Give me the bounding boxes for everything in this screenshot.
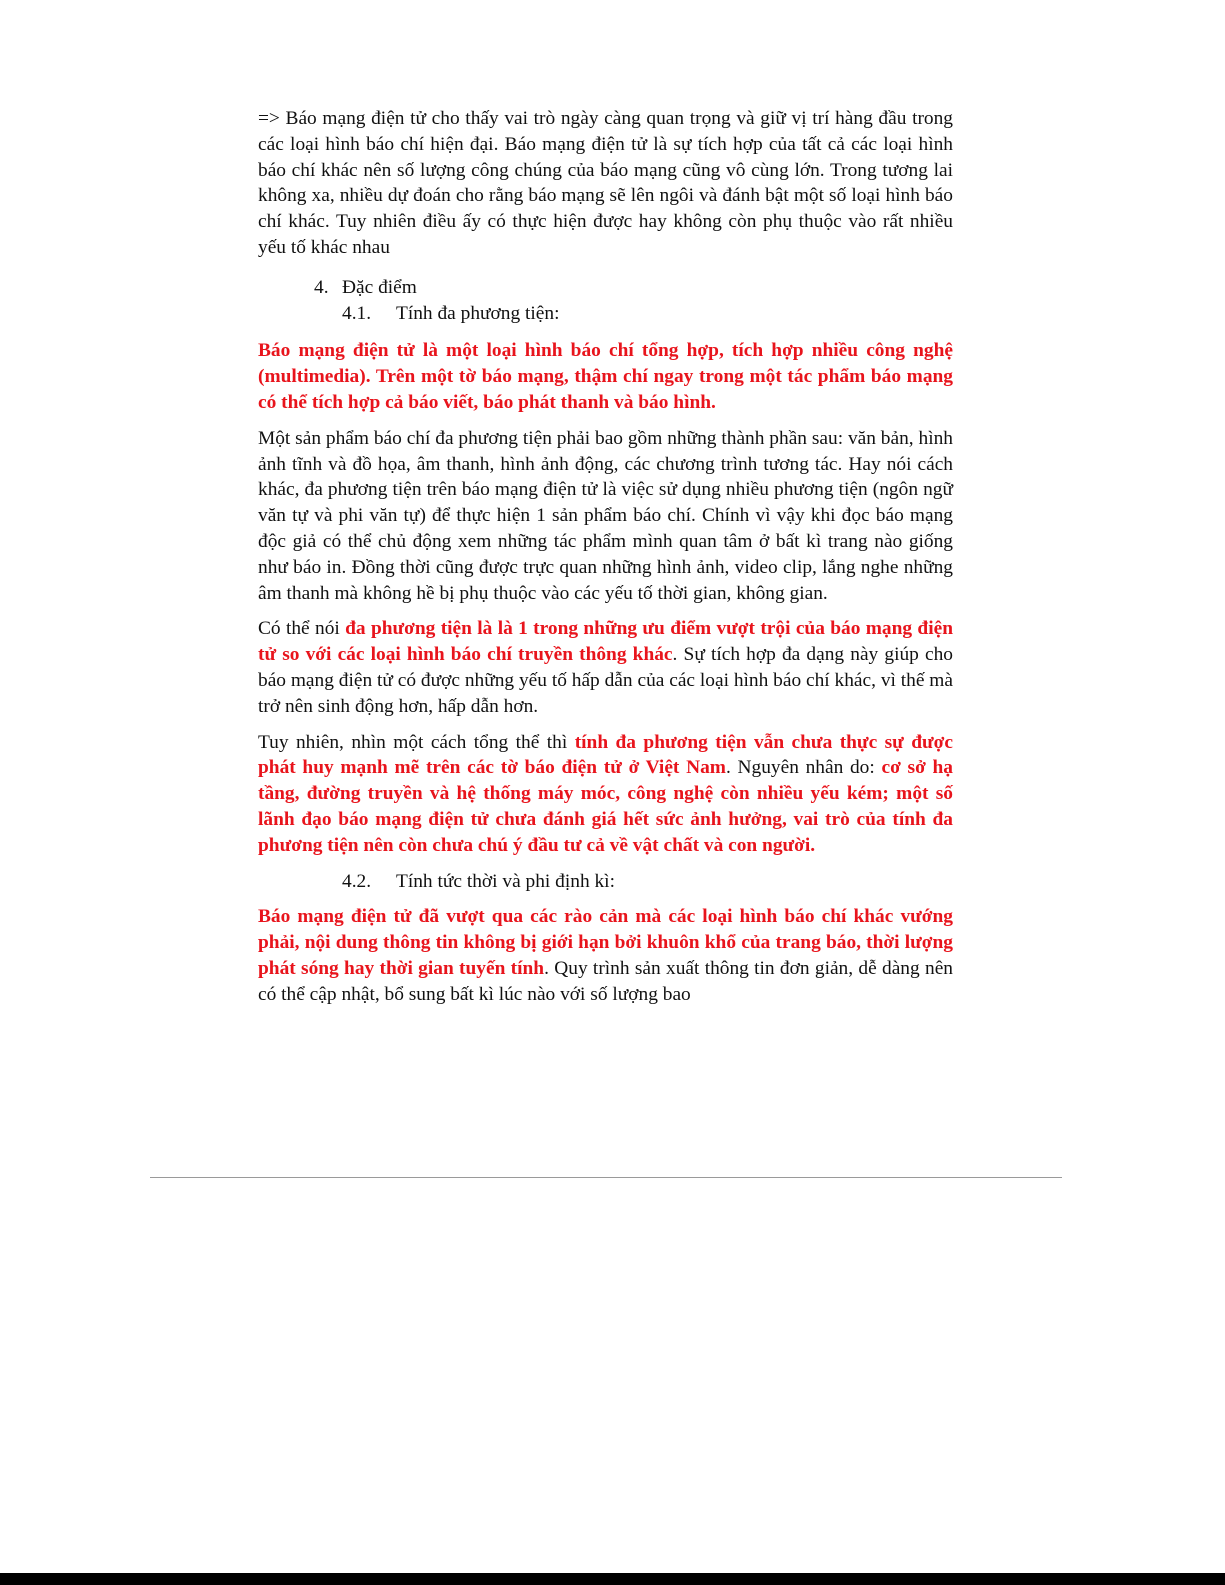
text-run: . Nguyên nhân do: — [725, 757, 882, 779]
page-divider — [150, 1177, 1062, 1178]
paragraph-multimedia-definition: Báo mạng điện tử là một loại hình báo chí tổng hợp, tích hợp nhiều công nghệ (multimedia). Trên một tờ báo mạng, thậm chí ngay trong một tác phẩm báo mạng có thể tích hợp cả báo viết, báo phát thanh và báo hình. — [258, 340, 953, 413]
paragraph-conclusion: => Báo mạng điện tử cho thấy vai trò ngày càng quan trọng và giữ vị trí hàng đầu trong các loại hình báo chí hiện đại. Báo mạng điện tử là sự tích hợp của tất cả các loại hình báo chí khác nên số lượng công chúng của báo mạng cũng vô cùng lớn. Trong tương lai không xa, nhiều dự đoán cho rằng báo mạng sẽ lên ngôi và đánh bật một số loại hình báo chí khác. Tuy nhiên điều ấy có thực hiện được hay không còn phụ thuộc vào rất nhiều yếu tố khác nhau — [258, 108, 953, 258]
paragraph-multimedia-advantage — [258, 616, 953, 719]
paragraph-multimedia-components: Một sản phẩm báo chí đa phương tiện phải bao gồm những thành phần sau: văn bản, hình ảnh tĩnh và đồ họa, âm thanh, hình ảnh động, các chương trình tương tác. Hay nói cách khác, đa phương tiện trên báo mạng điện tử là việc sử dụng nhiều phương tiện (ngôn ngữ văn tự và phi văn tự) để thực hiện 1 sản phẩm báo chí. Chính vì vậy khi đọc báo mạng độc giả có thể chủ động xem những tác phẩm mình quan tâm ở bất kì trang nào giống như báo in. Đồng thời cũng được trực quan những hình ảnh, video clip, lắng nghe những âm thanh mà không hề bị phụ thuộc vào các yếu tố thời gian, không gian. — [258, 427, 953, 604]
text-run: . Sự tích hợp đa dạng này giúp cho báo mạng điện tử có được những yếu tố hấp dẫn của các loại hình báo chí khác, vì thế mà trở nên sinh động hơn, hấp dẫn hơn. — [258, 644, 953, 717]
bottom-edge-bar — [0, 1573, 1225, 1585]
section-4-2-number: 4.2. — [342, 870, 372, 892]
emphasis-run: cơ sở hạ tầng, đường truyền và hệ thống máy móc, công nghệ còn nhiều yếu kém; một số lãnh đạo báo mạng điện tử chưa đánh giá hết sức ảnh hưởng, vai trò của tính đa phương tiện nên còn chưa chú ý đầu tư cả về vật chất và con người. — [258, 757, 953, 856]
section-4-heading — [258, 275, 953, 301]
emphasis-run: đa phương tiện là là 1 trong những ưu điểm vượt trội của báo mạng điện tử so với các loại hình báo chí truyền thông khác — [258, 618, 953, 666]
emphasis-run: Báo mạng điện tử đã vượt qua các rào cản mà các loại hình báo chí khác vướng phải, nội dung thông tin không bị giới hạn bởi khuôn khổ của trang báo, thời lượng phát sóng hay thời gian tuyến tính — [258, 906, 953, 979]
section-4-2-heading — [258, 869, 953, 895]
paragraph-immediacy — [258, 904, 953, 1007]
section-4-title: Đặc điểm — [342, 276, 417, 298]
text-run: . Quy trình sản xuất thông tin đơn giản, dễ dàng nên có thể cập nhật, bổ sung bất kì lúc nào với số lượng bao — [258, 957, 953, 1005]
document-page — [258, 106, 953, 1018]
emphasis-run: tính đa phương tiện vẫn chưa thực sự được phát huy mạnh mẽ trên các tờ báo điện tử ở Việt Nam — [258, 731, 953, 779]
section-4-1-heading — [258, 301, 953, 327]
text-run: Có thể nói — [258, 618, 346, 640]
section-4-1-number: 4.1. — [342, 302, 372, 324]
text-run: Tuy nhiên, nhìn một cách tổng thể thì — [258, 731, 575, 753]
section-4-number: 4. — [314, 276, 329, 298]
section-4-2-title: Tính tức thời và phi định kì: — [396, 870, 615, 892]
paragraph-multimedia-limitations — [258, 730, 953, 859]
section-4-1-title: Tính đa phương tiện: — [396, 302, 560, 324]
